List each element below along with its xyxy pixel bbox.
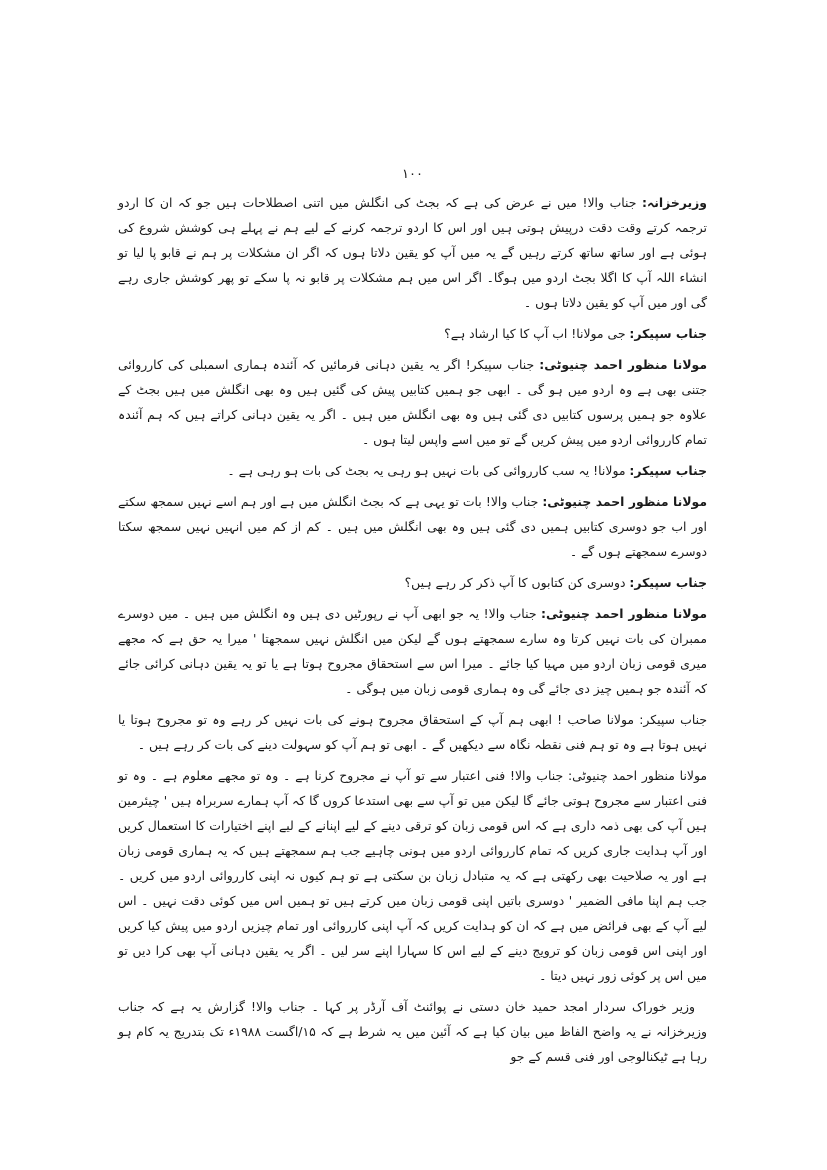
paragraph-10 — [118, 994, 707, 1069]
speaker-label: مولانا منظور احمد چنیوٹی: — [541, 606, 707, 621]
paragraph-6 — [118, 570, 707, 595]
paragraph-3 — [118, 352, 707, 452]
paragraph-text: جناب والا! فنی اعتبار سے تو آپ نے مجروح کرنا ہے ۔ وہ تو مجھے معلوم ہے ۔ وہ تو فنی اعتبار سے مجروح ہوتی جائے گا لیکن میں تو آپ سے بھی استدعا کروں گا کہ آپ ہمارے سربراہ ہیں ' چیئرمین ہیں آپ کی بھی ذمہ داری ہے کہ اس قومی زبان کو ترقی دینے کے لیے اپنانے کے لیے اپنے اختیارات کا استعمال کریں اور آپ ہدایت جاری کریں کہ تمام کارروائی اردو میں ہونی چاہیے جب ہم سمجھتے ہیں کہ یہ ہماری قومی زبان ہے اور یہ صلاحیت بھی رکھتی ہے کہ یہ متبادل زبان بن سکتی ہے تو ہم کیوں نہ اپنی کارروائی اردو میں کریں ۔ جب ہم اپنا مافی الضمیر ' دوسری باتیں اپنی قومی زبان میں کرتے ہیں تو ہمیں اس میں کوئی دقت نہیں ۔ اس لیے آپ کے بھی فرائض میں ہے کہ ان کو ہدایت کریں کہ آپ اپنی کارروائی اور تمام چیزیں اردو میں پیش کیا کریں اور اپنی اس قومی زبان کو ترویج دینے کے لیے اس کا سہارا اپنے سر لیں ۔ اگر یہ یقین دہانی آپ بھی کرا دیں تو میں اس پر کوئی زور نہیں دیتا ۔ — [117, 768, 707, 983]
paragraph-4 — [118, 458, 707, 483]
page-number: ۱۰۰ — [402, 167, 423, 182]
paragraph-text: مولانا! یہ سب کارروائی کی بات نہیں ہو رہی یہ بجٹ کی بات ہو رہی ہے ۔ — [227, 463, 630, 478]
paragraph-7 — [118, 601, 707, 701]
paragraph-text: وزیر خوراک سردار امجد حمید خان دستی نے پوائنٹ آف آرڈر پر کہا ۔ جناب والا! گزارش یہ ہے کہ جناب وزیرخزانہ نے یہ واضح الفاظ میں بیان کیا ہے کہ آئین میں یہ شرط ہے کہ ۱۵/اگست ۱۹۸۸ء تک بتدریج یہ کام ہو رہا ہے ٹیکنالوجی اور فنی قسم کے جو — [118, 999, 707, 1064]
speaker-label: مولانا منظور احمد چنیوٹی: — [567, 768, 708, 783]
page-body — [118, 190, 707, 1069]
paragraph-text: دوسری کن کتابوں کا آپ ذکر کر رہے ہیں؟ — [404, 575, 630, 590]
paragraph-9 — [118, 763, 707, 988]
paragraph-5 — [118, 489, 707, 564]
paragraph-text: جی مولانا! اب آپ کا کیا ارشاد ہے؟ — [444, 326, 630, 341]
speaker-label: جناب سپیکر: — [629, 463, 707, 478]
speaker-label: جناب سپیکر: — [639, 712, 707, 727]
paragraph-text: مولانا صاحب ! ابھی ہم آپ کے استحقاق مجروح ہونے کی بات نہیں کر رہے وہ تو مجروح ہوتا یا نہیں ہوتا ہے وہ تو ہم فنی نقطہ نگاہ سے دیکھیں گے ۔ ابھی تو ہم آپ کو سہولت دینے کی بات کر رہے ہیں ۔ — [118, 712, 707, 752]
paragraph-8 — [118, 707, 707, 757]
paragraph-2 — [118, 321, 707, 346]
speaker-label: مولانا منظور احمد چنیوٹی: — [542, 494, 707, 509]
paragraph-text: جناب والا! بات تو یہی ہے کہ بجٹ انگلش میں ہے اور ہم اسے نہیں سمجھ سکتے اور اب جو دوسری کتابیں ہمیں دی گئی ہیں وہ بھی انگلش میں ہیں ۔ کم از کم میں انہیں نہیں سمجھ سکتا دوسرے سمجھتے ہوں گے ۔ — [118, 494, 707, 559]
paragraph-1 — [118, 190, 707, 315]
speaker-label: جناب سپیکر: — [629, 575, 707, 590]
speaker-label: جناب سپیکر: — [629, 326, 707, 341]
speaker-label: وزیرخزانہ: — [642, 195, 707, 210]
paragraph-text: جناب سپیکر! اگر یہ یقین دہانی فرمائیں کہ آئندہ ہماری اسمبلی کی کارروائی جتنی بھی ہے وہ اردو میں ہو گی ۔ ابھی جو ہمیں کتابیں پیش کی گئیں ہیں وہ بھی انگلش میں ہیں بجٹ کے علاوہ جو ہمیں پرسوں کتابیں دی گئی ہیں وہ بھی انگلش میں ہیں ۔ اگر یہ یقین دہانی کراتے ہیں کہ ہم آئندہ تمام کارروائی اردو میں پیش کریں گے تو میں اسے واپس لیتا ہوں ۔ — [118, 357, 707, 447]
speaker-label: مولانا منظور احمد چنیوٹی: — [539, 357, 707, 372]
paragraph-text: جناب والا! یہ جو ابھی آپ نے رپورٹیں دی ہیں وہ انگلش میں ہیں ۔ میں دوسرے ممبران کی بات نہیں کرتا وہ سارے سمجھتے ہوں گے لیکن میں انگلش نہیں سمجھتا ' میرا یہ حق ہے کہ مجھے میری قومی زبان اردو میں مہیا کیا جائے ۔ میرا اس سے استحقاق مجروح ہوتا ہے یا تو یہ یقین دہانی کرائی جائے کہ آئندہ جو ہمیں چیز دی جائے گی وہ ہماری قومی زبان میں ہوگی ۔ — [118, 606, 707, 696]
paragraph-text: جناب والا! میں نے عرض کی ہے کہ بجٹ کی انگلش میں اتنی اصطلاحات ہیں جو کہ ان کا اردو ترجمہ کرتے وقت دقت درپیش ہوتی ہیں اور اس کا اردو ترجمہ کرنے کے لیے ہم نے پہلے ہی کوشش شروع کی ہوئی ہے اور ساتھ ساتھ کرتے رہیں گے یہ میں آپ کو یقین دلاتا ہوں کہ اگر ان مشکلات پر ہم نے قابو پا لیا تو انشاء اللہ آپ کا اگلا بجٹ اردو میں ہوگا۔ اگر اس میں ہم مشکلات پر قابو نہ پا سکے تو پھر کوشش جاری رہے گی اور میں آپ کو یقین دلاتا ہوں ۔ — [118, 195, 707, 310]
